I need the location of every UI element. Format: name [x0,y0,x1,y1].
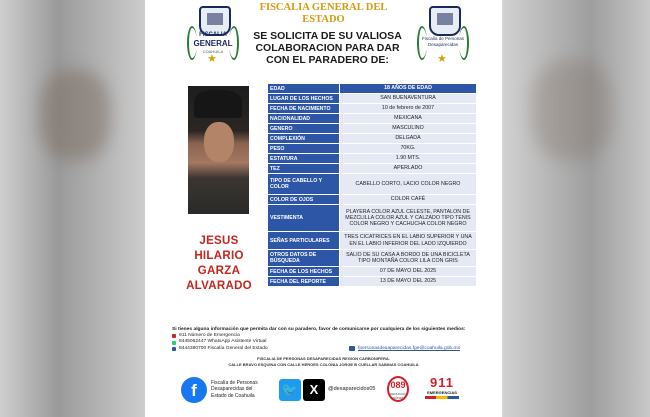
person-photo [188,86,249,214]
contact-info: Si tienes alguna información que permita dar con su paradero, favor de comunicarse por cualquiera de los siguientes medios: 911 Número de Emergencia 8445062447 WhatsApp Asistente Virtual 8444380700 Fiscalía General del Estado [172,327,466,351]
fiscalia-personas-desaparecidas-logo: Fiscalía de Personas Desaparecidas ★ [417,6,469,68]
footer-address: CALLE BRAVO ESQUINA CON CALLE HEROES COLONIA JORGE B CUELLAR SABINAS COAHUILA [228,362,419,367]
detail-row-cabello: TIPO DE CABELLO Y COLOR CABELLO CORTO, LACIO COLOR NEGRO [268,174,476,194]
footer-office: FISCALIA DE PERSONAS DESAPARECIDAS REGION CARBONIFERA. [257,356,390,361]
page-title: FISCALIA GENERAL DEL ESTADO [259,2,388,25]
missing-person-poster [145,0,502,417]
detail-row-lugar: LUGAR DE LOS HECHOS SAN BUENAVENTURA [268,94,476,103]
logo-911-icon: 911 EMERGENCIAS [425,376,459,404]
facebook-page-name: Fiscalía de Personas Desaparecidas del Estado de Coahuila [211,380,258,399]
detail-row-ojos: COLOR DE OJOS COLOR CAFÉ [268,195,476,204]
detail-row-fecha-hechos: FECHA DE LOS HECHOS 07 DE MAYO DEL 2025 [268,267,476,276]
headline: SE SOLICITA DE SU VALIOSA COLABORACION PARA DAR CON EL PARADERO DE: [253,30,402,66]
detail-row-genero: GENERO MASCULINO [268,124,476,133]
background-right [502,0,650,417]
detail-row-estatura: ESTATURA 1.90 MTS. [268,154,476,163]
email-icon [349,346,355,351]
fiscalia-general-logo: FISCALIA GENERAL COAHUILA ★ [187,6,239,68]
detail-row-senas: SEÑAS PARTICULARES TRES CICATRICES EN EL LABIO SUPERIOR Y UNA EN EL LABIO INFERIOR DEL LADO IZQUIERDO [268,232,476,249]
person-name: JESUS HILARIO GARZA ALVARADO [186,235,252,292]
social-handle: @desaparecidos05 [328,386,376,392]
twitter-bird-icon[interactable]: 🐦 [279,379,301,401]
detail-row-nacimiento: FECHA DE NACIMIENTO 10 de febrero de 2007 [268,104,476,113]
detail-row-otros-datos: OTROS DATOS DE BÚSQUEDA SALIO DE SU CASA A BORDO DE UNA BICICLETA TIPO MONTAÑA COLOR LILA CON GRIS [268,250,476,266]
email-link[interactable]: fpersonasdesaparecidas.fge@coahuila.gob.mx [358,346,461,351]
logo-089-icon: 089 DENUNCIA ANÓNIMA [387,376,409,402]
background-left [0,0,145,417]
star-icon: ★ [207,53,217,65]
phone-icon [172,334,176,338]
detail-row-edad: EDAD 18 AÑOS DE EDAD [268,84,476,93]
x-logo-icon[interactable]: X [303,379,325,401]
detail-row-nacionalidad: NACIONALIDAD MEXICANA [268,114,476,123]
phone-icon [172,347,176,351]
detail-row-vestimenta: VESTIMENTA PLAYERA COLOR AZUL CELESTE, PANTALON DE MEZCLILLA COLOR AZUL Y CALZADO TIPO TENIS COLOR NEGRO Y CACHUCHA COLOR NEGRO [268,205,476,231]
facebook-icon[interactable]: f [181,377,207,403]
whatsapp-icon [172,341,176,345]
detail-row-complexion: COMPLEXIÓN DELGADA [268,134,476,143]
detail-row-tez: TEZ APERLADO [268,164,476,173]
detail-row-fecha-reporte: FECHA DEL REPORTE 13 DE MAYO DEL 2025 [268,277,476,286]
detail-row-peso: PESO 70KG. [268,144,476,153]
star-icon: ★ [437,53,447,65]
